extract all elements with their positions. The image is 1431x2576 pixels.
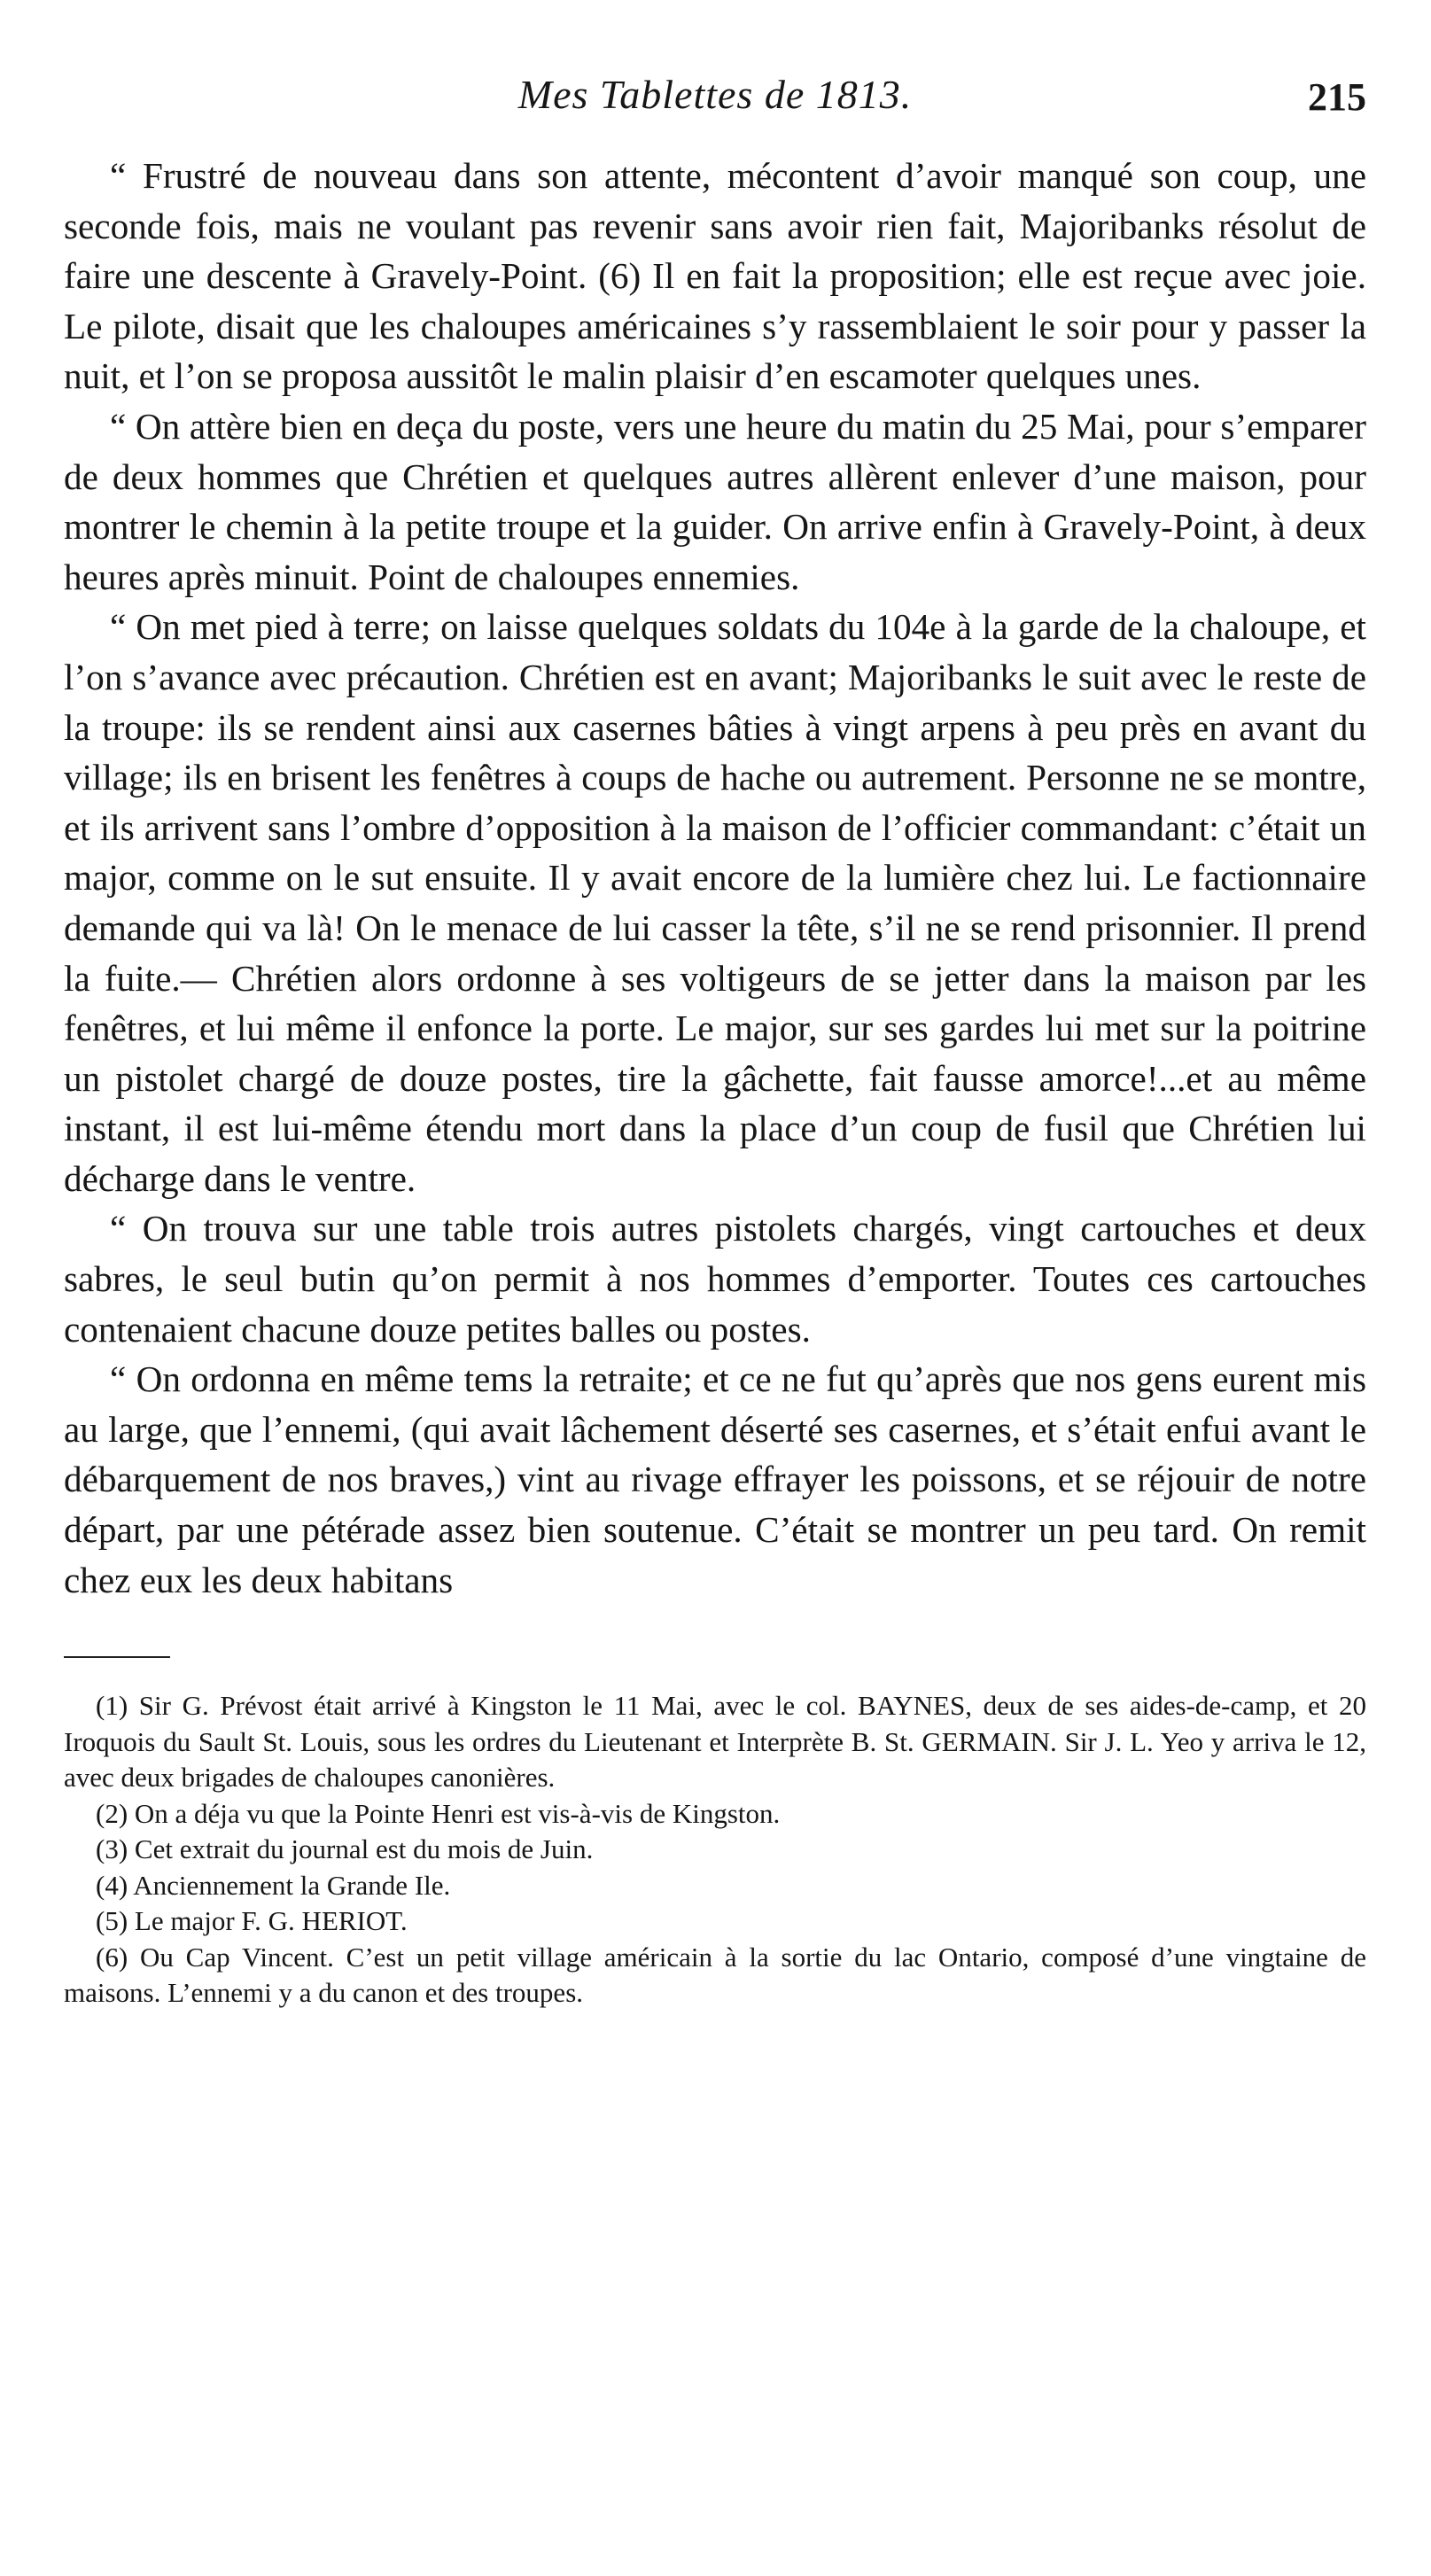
- footnote-4: [64, 1868, 1366, 1904]
- footnote-1: [64, 1688, 1366, 1796]
- paragraph-1: “ Frustré de nouveau dans son attente, mécontent d’avoir manqué son coup, une seconde fois, mais ne voulant pas revenir sans avoir rien fait, Majoribanks résolut de faire une descente à Gravely-Point. (6) Il en fait la proposition; elle est reçue avec joie. Le pilote, disait que les chaloupes américaines s’y rassemblaient le soir pour y passer la nuit, et l’on se proposa aussitôt le malin plaisir d’en escamoter quelques unes.: [64, 155, 1366, 397]
- footnote-text: On a déja vu que la Pointe Henri est vis-à-vis de Kingston.: [134, 1797, 781, 1829]
- body-text: [64, 151, 1366, 1605]
- paragraph-5: “ On ordonna en même tems la retraite; et ce ne fut qu’après que nos gens eurent mis au large, que l’ennemi, (qui avait lâchement déserté ses casernes, et s’était enfui avant le débarquement de nos braves,) vint au rivage effrayer les poissons, et se réjouir de notre départ, par une pétérade assez bien soutenue. C’était se montrer un peu tard. On remit chez eux les deux habitans: [64, 1358, 1366, 1600]
- footnote-6: [64, 1940, 1366, 2012]
- footnote-text: Le major F. G. HERIOT.: [134, 1905, 408, 1937]
- running-title: Mes Tablettes de 1813.: [517, 72, 913, 117]
- footnote-number: (5): [96, 1905, 128, 1937]
- footnote-number: (1): [96, 1690, 128, 1722]
- footnote-text: Anciennement la Grande Ile.: [133, 1869, 451, 1901]
- footnote-text: Sir G. Prévost était arrivé à Kingston le 11 Mai, avec le col. BAYNES, deux de ses aides-de-camp, et 20 Iroquois du Sault St. Louis, sous les ordres du Lieutenant et Interprète B. St. GERMAIN. Sir J. L. Yeo y arriva le 12, avec deux brigades de chaloupes canonières.: [64, 1690, 1367, 1794]
- footnote-3: [64, 1832, 1366, 1868]
- footnote-number: (3): [96, 1833, 128, 1865]
- footnote-number: (6): [96, 1941, 128, 1973]
- footnote-number: (2): [96, 1797, 128, 1829]
- footnote-2: [64, 1796, 1366, 1833]
- footnote-text: Ou Cap Vincent. C’est un petit village américain à la sortie du lac Ontario, composé d’une vingtaine de maisons. L’ennemi y a du canon et des troupes.: [64, 1941, 1366, 2009]
- footnote-5: [64, 1903, 1366, 1940]
- footnote-number: (4): [96, 1869, 128, 1901]
- paragraph-2: “ On attère bien en deça du poste, vers une heure du matin du 25 Mai, pour s’emparer de deux hommes que Chrétien et quelques autres allèrent enlever d’une maison, pour montrer le chemin à la petite troupe et la guider. On arrive enfin à Gravely-Point, à deux heures après minuit. Point de chaloupes ennemies.: [64, 405, 1366, 597]
- footnote-text: Cet extrait du journal est du mois de Juin.: [134, 1833, 594, 1865]
- book-page: [64, 62, 1366, 2543]
- page-header: [64, 62, 1366, 142]
- paragraph-3: “ On met pied à terre; on laisse quelques soldats du 104e à la garde de la chaloupe, et l’on s’avance avec précaution. Chrétien est en avant; Majoribanks le suit avec le reste de la troupe: ils se rendent ainsi aux casernes bâties à vingt arpens à peu près en avant du village; ils en brisent les fenêtres à coups de hache ou autrement. Personne ne se montre, et ils arrivent sans l’ombre d’opposition à la maison de l’officier commandant: c’était un major, comme on le sut ensuite. Il y avait encore de la lumière chez lui. Le factionnaire demande qui va là! On le menace de lui casser la tête, s’il ne se rend prisonnier. Il prend la fuite.— Chrétien alors ordonne à ses voltigeurs de se jetter dans la maison par les fenêtres, et lui même il enfonce la porte. Le major, sur ses gardes lui met sur la poitrine un pistolet chargé de douze postes, tire la gâchette, fait fausse amorce!...et au même instant, il est lui-même étendu mort dans la place d’un coup de fusil que Chrétien lui décharge dans le ventre.: [64, 606, 1366, 1199]
- footnote-divider: [64, 1656, 170, 1658]
- footnotes: [64, 1688, 1366, 2012]
- page-number: 215: [1308, 75, 1366, 119]
- paragraph-4: “ On trouva sur une table trois autres pistolets chargés, vingt cartouches et deux sabres, le seul butin qu’on permit à nos hommes d’emporter. Toutes ces cartouches contenaient chacune douze petites balles ou postes.: [64, 1208, 1366, 1350]
